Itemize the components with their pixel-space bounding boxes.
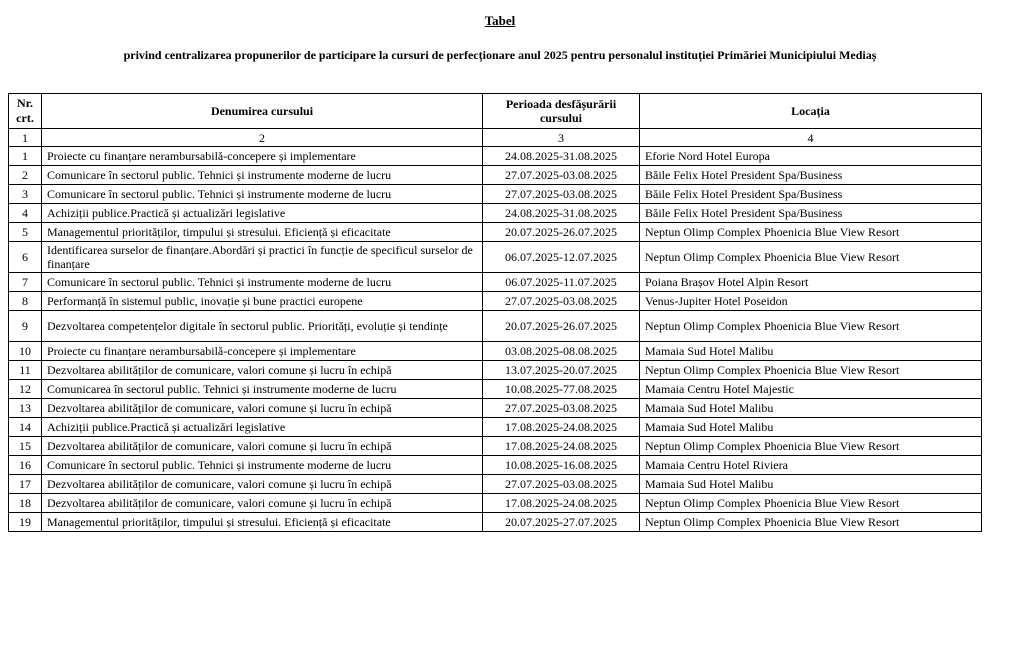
row-number: 11	[9, 361, 42, 380]
table-row	[9, 292, 982, 311]
course-period: 27.07.2025-03.08.2025	[483, 292, 640, 311]
row-number: 6	[9, 242, 42, 273]
row-number: 10	[9, 342, 42, 361]
row-number: 19	[9, 513, 42, 532]
course-name: Comunicare în sectorul public. Tehnici și instrumente moderne de lucru	[42, 273, 483, 292]
course-period: 13.07.2025-20.07.2025	[483, 361, 640, 380]
table-row	[9, 242, 982, 273]
row-number: 1	[9, 147, 42, 166]
course-period: 17.08.2025-24.08.2025	[483, 437, 640, 456]
course-name: Dezvoltarea abilităților de comunicare, valori comune și lucru în echipă	[42, 475, 483, 494]
column-number-row	[9, 129, 982, 147]
table-row	[9, 437, 982, 456]
course-location: Mamaia Centru Hotel Riviera	[640, 456, 982, 475]
course-location: Neptun Olimp Complex Phoenicia Blue View Resort	[640, 223, 982, 242]
table-row	[9, 399, 982, 418]
course-location: Băile Felix Hotel President Spa/Business	[640, 166, 982, 185]
course-location: Neptun Olimp Complex Phoenicia Blue View Resort	[640, 311, 982, 342]
course-name: Dezvoltarea abilităților de comunicare, valori comune și lucru în echipă	[42, 361, 483, 380]
document-title: Tabel	[484, 13, 516, 28]
table-row	[9, 223, 982, 242]
table-row	[9, 185, 982, 204]
course-location: Eforie Nord Hotel Europa	[640, 147, 982, 166]
course-name: Proiecte cu finanțare nerambursabilă-concepere și implementare	[42, 342, 483, 361]
row-number: 5	[9, 223, 42, 242]
course-period: 10.08.2025-16.08.2025	[483, 456, 640, 475]
course-name: Managementul priorităților, timpului și stresului. Eficiență și eficacitate	[42, 513, 483, 532]
table-row	[9, 361, 982, 380]
table-body	[9, 147, 982, 532]
course-location: Băile Felix Hotel President Spa/Business	[640, 204, 982, 223]
course-period: 27.07.2025-03.08.2025	[483, 475, 640, 494]
course-period: 10.08.2025-77.08.2025	[483, 380, 640, 399]
table-row	[9, 166, 982, 185]
course-location: Mamaia Sud Hotel Malibu	[640, 418, 982, 437]
row-number: 3	[9, 185, 42, 204]
table-row	[9, 380, 982, 399]
table-row	[9, 273, 982, 292]
course-name: Dezvoltarea abilităților de comunicare, valori comune și lucru în echipă	[42, 437, 483, 456]
courses-table	[8, 93, 982, 532]
row-number: 15	[9, 437, 42, 456]
course-location: Poiana Brașov Hotel Alpin Resort	[640, 273, 982, 292]
course-location: Mamaia Centru Hotel Majestic	[640, 380, 982, 399]
column-number: 2	[42, 129, 483, 147]
row-number: 9	[9, 311, 42, 342]
column-number: 3	[483, 129, 640, 147]
course-name: Dezvoltarea competențelor digitale în sectorul public. Priorități, evoluție și tendințe	[42, 311, 483, 342]
course-period: 20.07.2025-26.07.2025	[483, 223, 640, 242]
course-period: 24.08.2025-31.08.2025	[483, 147, 640, 166]
course-name: Comunicare în sectorul public. Tehnici și instrumente moderne de lucru	[42, 456, 483, 475]
course-period: 06.07.2025-12.07.2025	[483, 242, 640, 273]
header-period: Perioada desfășurării cursului	[483, 94, 640, 129]
table-row	[9, 311, 982, 342]
header-course-name: Denumirea cursului	[42, 94, 483, 129]
course-name: Dezvoltarea abilităților de comunicare, valori comune și lucru în echipă	[42, 494, 483, 513]
course-period: 27.07.2025-03.08.2025	[483, 166, 640, 185]
course-name: Managementul priorităților, timpului și stresului. Eficiență și eficacitate	[42, 223, 483, 242]
course-period: 17.08.2025-24.08.2025	[483, 494, 640, 513]
header-location: Locația	[640, 94, 982, 129]
table-row	[9, 418, 982, 437]
course-name: Dezvoltarea abilităților de comunicare, valori comune și lucru în echipă	[42, 399, 483, 418]
course-location: Mamaia Sud Hotel Malibu	[640, 399, 982, 418]
table-row	[9, 494, 982, 513]
table-row	[9, 204, 982, 223]
course-name: Achiziții publice.Practică și actualizări legislative	[42, 204, 483, 223]
row-number: 2	[9, 166, 42, 185]
course-name: Comunicarea în sectorul public. Tehnici și instrumente moderne de lucru	[42, 380, 483, 399]
course-location: Neptun Olimp Complex Phoenicia Blue View Resort	[640, 361, 982, 380]
row-number: 8	[9, 292, 42, 311]
table-row	[9, 342, 982, 361]
column-number: 1	[9, 129, 42, 147]
header-nr-crt: Nr. crt.	[9, 94, 42, 129]
course-name: Performanță în sistemul public, inovație și bune practici europene	[42, 292, 483, 311]
row-number: 18	[9, 494, 42, 513]
table-row	[9, 475, 982, 494]
course-name: Comunicare în sectorul public. Tehnici și instrumente moderne de lucru	[42, 166, 483, 185]
course-period: 20.07.2025-27.07.2025	[483, 513, 640, 532]
course-location: Mamaia Sud Hotel Malibu	[640, 342, 982, 361]
course-location: Neptun Olimp Complex Phoenicia Blue View Resort	[640, 513, 982, 532]
row-number: 13	[9, 399, 42, 418]
course-period: 27.07.2025-03.08.2025	[483, 399, 640, 418]
course-location: Neptun Olimp Complex Phoenicia Blue View Resort	[640, 437, 982, 456]
course-period: 24.08.2025-31.08.2025	[483, 204, 640, 223]
course-period: 20.07.2025-26.07.2025	[483, 311, 640, 342]
table-row	[9, 456, 982, 475]
row-number: 4	[9, 204, 42, 223]
course-period: 03.08.2025-08.08.2025	[483, 342, 640, 361]
course-location: Mamaia Sud Hotel Malibu	[640, 475, 982, 494]
course-location: Neptun Olimp Complex Phoenicia Blue View Resort	[640, 242, 982, 273]
row-number: 14	[9, 418, 42, 437]
column-number: 4	[640, 129, 982, 147]
row-number: 17	[9, 475, 42, 494]
course-location: Venus-Jupiter Hotel Poseidon	[640, 292, 982, 311]
table-row	[9, 513, 982, 532]
course-period: 27.07.2025-03.08.2025	[483, 185, 640, 204]
table-row	[9, 147, 982, 166]
course-location: Băile Felix Hotel President Spa/Business	[640, 185, 982, 204]
document-subtitle: privind centralizarea propunerilor de participare la cursuri de perfecționare anul 2025 pentru personalul instituției Primăriei Municipiului Mediaș	[123, 48, 877, 62]
course-location: Neptun Olimp Complex Phoenicia Blue View Resort	[640, 494, 982, 513]
table-header-row	[9, 94, 982, 129]
course-name: Comunicare în sectorul public. Tehnici și instrumente moderne de lucru	[42, 185, 483, 204]
course-period: 17.08.2025-24.08.2025	[483, 418, 640, 437]
course-period: 06.07.2025-11.07.2025	[483, 273, 640, 292]
course-name: Achiziții publice.Practică și actualizări legislative	[42, 418, 483, 437]
row-number: 7	[9, 273, 42, 292]
row-number: 12	[9, 380, 42, 399]
course-name: Identificarea surselor de finanțare.Abordări și practici în funcție de specificul surselor de finanțare	[42, 242, 483, 273]
course-name: Proiecte cu finanțare nerambursabilă-concepere și implementare	[42, 147, 483, 166]
row-number: 16	[9, 456, 42, 475]
